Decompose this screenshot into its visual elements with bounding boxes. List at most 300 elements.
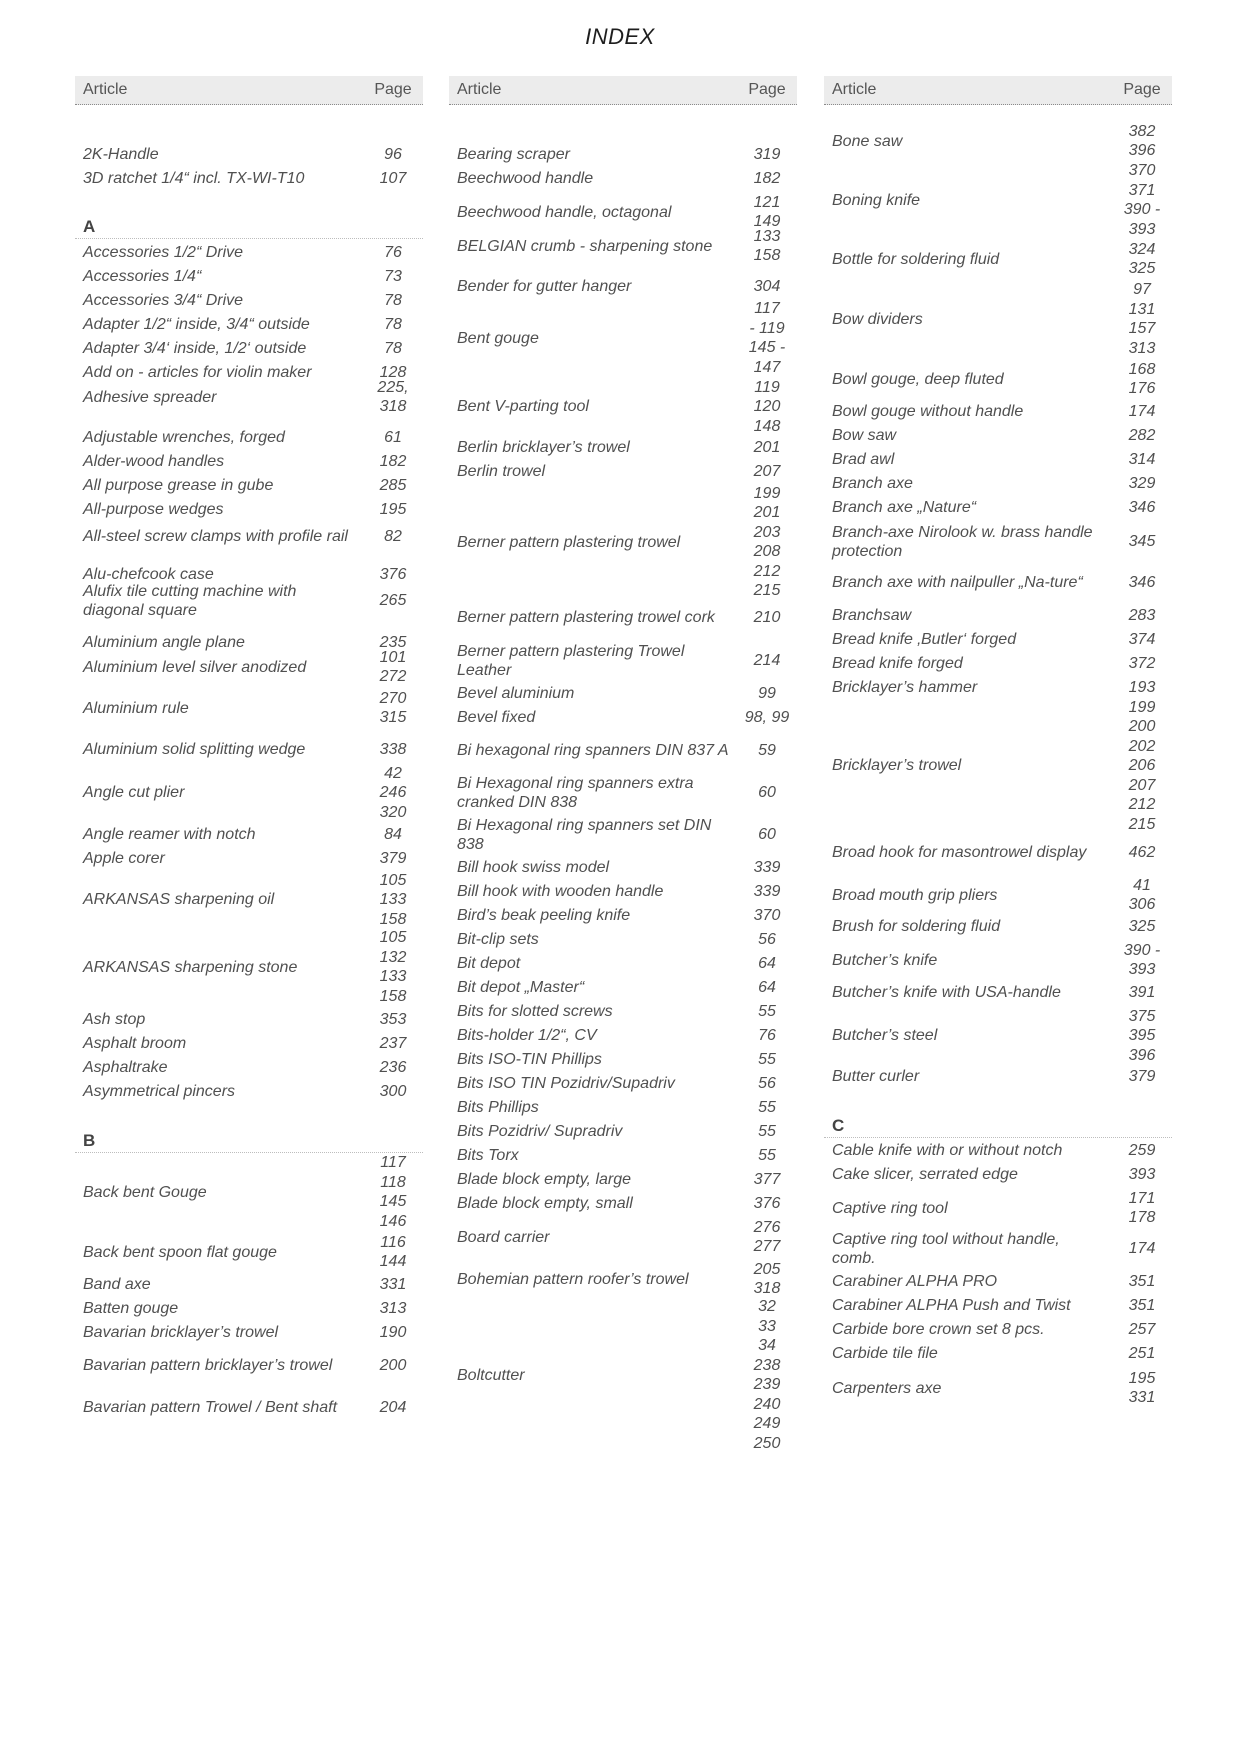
entry-page: 78 bbox=[384, 340, 402, 357]
entry-article: Accessories 1/4“ bbox=[83, 268, 202, 286]
entry-page: 265 bbox=[379, 592, 407, 610]
entry-article: Apple corer bbox=[83, 850, 165, 868]
entry-article: Berlin bricklayer’s trowel bbox=[457, 439, 630, 457]
entry-article: Berlin trowel bbox=[457, 463, 546, 481]
index-entry bbox=[449, 462, 797, 482]
entry-article: Alufix tile cutting machine with diagonal square bbox=[83, 583, 297, 619]
index-entry bbox=[449, 608, 797, 628]
entry-article: Brush for soldering fluid bbox=[832, 918, 1001, 936]
entry-article: Adapter 1/2“ inside, 3/4“ outside bbox=[83, 316, 310, 334]
index-entry bbox=[449, 930, 797, 950]
entry-page: 190 bbox=[379, 1324, 407, 1341]
index-entry bbox=[449, 882, 797, 902]
entry-page: 101 272 bbox=[379, 648, 407, 685]
entry-page: 346 bbox=[1128, 499, 1156, 516]
index-entry bbox=[75, 582, 423, 620]
entry-article: Bender for gutter hanger bbox=[457, 278, 632, 296]
index-column-1 bbox=[75, 76, 423, 1417]
entry-article: Bone saw bbox=[832, 132, 903, 150]
index-entry bbox=[75, 145, 423, 165]
entry-article: Bill hook with wooden handle bbox=[457, 883, 664, 901]
entry-article: Bavarian bricklayer’s trowel bbox=[83, 1324, 279, 1342]
index-entry bbox=[824, 402, 1172, 422]
index-entry bbox=[824, 1344, 1172, 1364]
index-entry bbox=[75, 476, 423, 496]
entry-page: 98, 99 bbox=[744, 709, 790, 726]
entry-article: Boltcutter bbox=[457, 1366, 525, 1384]
column-header bbox=[824, 76, 1172, 105]
index-entry bbox=[449, 1194, 797, 1214]
index-entry bbox=[75, 267, 423, 287]
entry-page: 285 bbox=[379, 477, 407, 494]
entry-page: 76 bbox=[384, 244, 402, 261]
index-entry bbox=[824, 280, 1172, 358]
header-page: Page bbox=[374, 81, 412, 98]
index-entry bbox=[449, 277, 797, 297]
index-entry bbox=[449, 954, 797, 974]
index-entry bbox=[449, 1026, 797, 1046]
entry-article: Adjustable wrenches, forged bbox=[83, 429, 285, 447]
index-entry bbox=[75, 928, 423, 1006]
entry-article: Bits ISO TIN Pozidriv/Supadriv bbox=[457, 1075, 675, 1093]
index-entry bbox=[75, 169, 423, 189]
index-entry bbox=[449, 1170, 797, 1190]
entry-article: Blade block empty, large bbox=[457, 1171, 632, 1189]
entry-page: 78 bbox=[384, 292, 402, 309]
entry-page: 97 131 157 313 bbox=[1128, 281, 1156, 357]
index-entry bbox=[75, 1034, 423, 1054]
entry-page: 168 176 bbox=[1128, 360, 1156, 397]
entry-article: BELGIAN crumb - sharpening stone bbox=[457, 237, 713, 255]
entry-article: Bi Hexagonal ring spanners set DIN 838 bbox=[457, 817, 712, 853]
entry-page: 64 bbox=[758, 979, 776, 996]
index-entry bbox=[449, 906, 797, 926]
entry-article: Branch-axe Nirolook w. brass handle protection bbox=[832, 524, 1093, 560]
index-entry bbox=[75, 500, 423, 520]
entry-article: Blade block empty, small bbox=[457, 1195, 633, 1213]
entry-page: 60 bbox=[758, 826, 776, 844]
header-article: Article bbox=[457, 81, 502, 98]
index-entry bbox=[824, 983, 1172, 1003]
entry-page: 56 bbox=[758, 1075, 776, 1092]
entry-article: Carabiner ALPHA Push and Twist bbox=[832, 1297, 1071, 1315]
entry-article: 2K-Handle bbox=[83, 146, 159, 164]
index-entry bbox=[824, 450, 1172, 470]
index-entry bbox=[824, 630, 1172, 650]
entry-article: Captive ring tool bbox=[832, 1199, 948, 1217]
entry-page: 379 bbox=[379, 850, 407, 867]
index-entry bbox=[75, 1153, 423, 1231]
index-entry bbox=[824, 240, 1172, 279]
entry-page: 339 bbox=[753, 883, 781, 900]
entry-article: Asphalt broom bbox=[83, 1035, 187, 1053]
entry-article: Butter curler bbox=[832, 1068, 920, 1086]
entry-page: 324 325 bbox=[1128, 240, 1156, 277]
index-entry bbox=[75, 1233, 423, 1272]
index-entry bbox=[824, 1141, 1172, 1161]
index-column-2 bbox=[449, 76, 797, 1452]
entry-article: Bricklayer’s hammer bbox=[832, 679, 978, 697]
entry-page: 283 bbox=[1128, 607, 1156, 624]
entry-page: 59 bbox=[758, 742, 776, 759]
entry-article: Bow saw bbox=[832, 427, 897, 445]
index-entry bbox=[824, 678, 1172, 698]
index-entry bbox=[449, 1122, 797, 1142]
index-entry bbox=[824, 426, 1172, 446]
entry-article: Butcher’s knife bbox=[832, 951, 938, 969]
index-entry bbox=[75, 740, 423, 760]
index-entry bbox=[449, 1146, 797, 1166]
entry-article: Bits for slotted screws bbox=[457, 1003, 613, 1021]
index-entry bbox=[449, 708, 797, 728]
entry-page: 195 331 bbox=[1128, 1369, 1156, 1406]
entry-article: Angle cut plier bbox=[83, 784, 185, 802]
index-entry bbox=[824, 573, 1172, 593]
entry-article: Cake slicer, serrated edge bbox=[832, 1166, 1018, 1184]
entry-page: 119 120 148 bbox=[753, 378, 781, 435]
entry-page: 393 bbox=[1128, 1166, 1156, 1183]
entry-page: 205 318 bbox=[753, 1260, 781, 1297]
entry-page: 133 158 bbox=[753, 227, 781, 264]
entry-article: Bowl gouge, deep fluted bbox=[832, 370, 1004, 388]
index-entry bbox=[75, 871, 423, 930]
header-article: Article bbox=[83, 81, 128, 98]
entry-page: 338 bbox=[379, 741, 407, 758]
entry-page: 195 bbox=[379, 501, 407, 518]
entry-page: 351 bbox=[1128, 1297, 1156, 1314]
entry-page: 237 bbox=[379, 1035, 407, 1052]
entry-article: Add on - articles for violin maker bbox=[83, 364, 312, 382]
entry-page: 462 bbox=[1128, 844, 1156, 861]
entry-page: 346 bbox=[1128, 574, 1156, 591]
entry-article: Asphaltrake bbox=[83, 1059, 168, 1077]
index-entry bbox=[824, 498, 1172, 518]
entry-page: 55 bbox=[758, 1123, 776, 1140]
entry-article: Bavarian pattern bricklayer’s trowel bbox=[83, 1357, 333, 1375]
entry-page: 376 bbox=[379, 566, 407, 583]
entry-article: Butcher’s knife with USA-handle bbox=[832, 984, 1061, 1002]
entry-page: 116 144 bbox=[379, 1233, 407, 1270]
entry-article: Bevel fixed bbox=[457, 709, 536, 727]
entry-article: Angle reamer with notch bbox=[83, 826, 256, 844]
entry-article: Broad mouth grip pliers bbox=[832, 886, 998, 904]
entry-page: 304 bbox=[753, 278, 781, 295]
entry-article: Board carrier bbox=[457, 1228, 550, 1246]
entry-article: Carabiner ALPHA PRO bbox=[832, 1273, 998, 1291]
entry-article: Broad hook for masontrowel display bbox=[832, 844, 1087, 862]
entry-page: 55 bbox=[758, 1051, 776, 1068]
entry-article: Branch axe „Nature“ bbox=[832, 499, 977, 517]
index-entry bbox=[824, 917, 1172, 937]
index-entry bbox=[824, 1189, 1172, 1228]
index-column-3 bbox=[824, 76, 1172, 1406]
index-entry bbox=[75, 689, 423, 728]
header-article: Article bbox=[832, 81, 877, 98]
entry-article: Bread knife ‚Butler‘ forged bbox=[832, 631, 1017, 649]
entry-page: 64 bbox=[758, 955, 776, 972]
index-entry bbox=[75, 849, 423, 869]
entry-article: Branch axe bbox=[832, 475, 913, 493]
entry-page: 370 bbox=[753, 907, 781, 924]
index-entry bbox=[449, 227, 797, 266]
entry-page: 42 246 320 bbox=[379, 764, 407, 821]
section-letter: B bbox=[75, 1129, 423, 1153]
index-entry bbox=[75, 1299, 423, 1319]
index-entry bbox=[824, 1067, 1172, 1087]
entry-article: Bits-holder 1/2“, CV bbox=[457, 1027, 597, 1045]
entry-article: Bricklayer’s trowel bbox=[832, 757, 962, 775]
entry-page: 99 bbox=[758, 685, 776, 702]
entry-page: 84 bbox=[384, 826, 402, 843]
page-title: INDEX bbox=[585, 24, 655, 49]
entry-page: 375 395 396 bbox=[1128, 1007, 1156, 1064]
entry-page: 207 bbox=[753, 463, 781, 480]
entry-article: Cable knife with or without notch bbox=[832, 1142, 1063, 1160]
entry-article: ARKANSAS sharpening oil bbox=[83, 891, 275, 909]
index-entry bbox=[824, 654, 1172, 674]
index-entry bbox=[449, 145, 797, 165]
index-entry bbox=[75, 1356, 423, 1376]
entry-article: Berner pattern plastering trowel bbox=[457, 533, 681, 551]
entry-page: 329 bbox=[1128, 475, 1156, 492]
entry-article: Berner pattern plastering Trowel Leather bbox=[457, 643, 685, 679]
index-entry bbox=[75, 764, 423, 823]
entry-page: 370 371 390 - 393 bbox=[1123, 162, 1161, 238]
entry-article: Bread knife forged bbox=[832, 655, 963, 673]
index-entry bbox=[449, 299, 797, 377]
index-entry bbox=[824, 523, 1172, 561]
index-entry bbox=[75, 1275, 423, 1295]
entry-article: Carbide bore crown set 8 pcs. bbox=[832, 1321, 1045, 1339]
index-entry bbox=[824, 1296, 1172, 1316]
entry-page: 107 bbox=[379, 170, 407, 187]
index-entry bbox=[824, 360, 1172, 399]
entry-article: Carbide tile file bbox=[832, 1345, 938, 1363]
index-entry bbox=[824, 698, 1172, 835]
index-entry bbox=[449, 1074, 797, 1094]
index-entry bbox=[824, 1007, 1172, 1066]
entry-article: Bevel aluminium bbox=[457, 685, 575, 703]
index-entry bbox=[449, 858, 797, 878]
index-entry bbox=[824, 1369, 1172, 1408]
entry-page: 372 bbox=[1128, 655, 1156, 672]
index-entry bbox=[75, 1323, 423, 1343]
entry-page: 73 bbox=[384, 268, 402, 285]
index-entry bbox=[824, 843, 1172, 863]
entry-page: 78 bbox=[384, 316, 402, 333]
entry-page: 391 bbox=[1128, 984, 1156, 1001]
entry-page: 313 bbox=[379, 1300, 407, 1317]
column-header bbox=[75, 76, 423, 105]
entry-article: Asymmetrical pincers bbox=[83, 1083, 236, 1101]
entry-page: 193 bbox=[1128, 679, 1156, 696]
index-entry bbox=[824, 1165, 1172, 1185]
entry-page: 257 bbox=[1128, 1321, 1156, 1338]
entry-page: 300 bbox=[379, 1083, 407, 1100]
entry-page: 82 bbox=[384, 528, 402, 545]
entry-article: Alu-chefcook case bbox=[83, 566, 214, 584]
entry-article: Bavarian pattern Trowel / Bent shaft bbox=[83, 1399, 338, 1417]
entry-page: 41 306 bbox=[1128, 876, 1156, 913]
index-entry bbox=[75, 1010, 423, 1030]
entry-page: 390 - 393 bbox=[1123, 941, 1161, 978]
index-entry bbox=[449, 169, 797, 189]
index-entry bbox=[824, 941, 1172, 980]
index-entry bbox=[75, 339, 423, 359]
entry-article: All purpose grease in gube bbox=[83, 477, 274, 495]
entry-article: Carpenters axe bbox=[832, 1379, 942, 1397]
entry-article: Bits Torx bbox=[457, 1147, 519, 1165]
entry-article: Adhesive spreader bbox=[83, 388, 217, 406]
entry-article: ARKANSAS sharpening stone bbox=[83, 958, 298, 976]
entry-page: 345 bbox=[1128, 533, 1156, 551]
entry-article: Captive ring tool without handle, comb. bbox=[832, 1231, 1060, 1267]
entry-page: 314 bbox=[1128, 451, 1156, 468]
entry-page: 382 396 bbox=[1128, 122, 1156, 159]
entry-page: 225, 318 bbox=[377, 378, 409, 415]
entry-page: 56 bbox=[758, 931, 776, 948]
entry-article: Bohemian pattern roofer’s trowel bbox=[457, 1270, 689, 1288]
index-entry bbox=[75, 1398, 423, 1418]
entry-article: Back bent Gouge bbox=[83, 1183, 207, 1201]
index-entry bbox=[824, 876, 1172, 915]
index-entry bbox=[75, 1058, 423, 1078]
entry-article: Bent V-parting tool bbox=[457, 398, 589, 416]
index-entry bbox=[75, 527, 423, 547]
index-entry bbox=[449, 1218, 797, 1257]
entry-page: 128 bbox=[379, 364, 407, 381]
index-entry bbox=[449, 642, 797, 680]
entry-page: 319 bbox=[753, 146, 781, 163]
entry-article: Butcher’s steel bbox=[832, 1027, 938, 1045]
entry-page: 121 149 bbox=[753, 193, 781, 230]
entry-page: 374 bbox=[1128, 631, 1156, 648]
header-page: Page bbox=[1123, 81, 1161, 98]
index-entry bbox=[449, 1002, 797, 1022]
entry-page: 276 277 bbox=[753, 1218, 781, 1255]
entry-page: 174 bbox=[1128, 1240, 1156, 1258]
entry-article: Bearing scraper bbox=[457, 146, 570, 164]
entry-article: Brad awl bbox=[832, 451, 895, 469]
entry-page: 60 bbox=[758, 784, 776, 802]
entry-article: Bent gouge bbox=[457, 329, 539, 347]
entry-article: Branchsaw bbox=[832, 607, 912, 625]
entry-page: 377 bbox=[753, 1171, 781, 1188]
entry-page: 199 200 202 206 207 212 215 bbox=[1128, 698, 1156, 833]
index-entry bbox=[449, 1050, 797, 1070]
index-entry bbox=[824, 474, 1172, 494]
entry-page: 204 bbox=[379, 1399, 407, 1416]
entry-article: Branch axe with nailpuller „Na-ture“ bbox=[832, 574, 1083, 592]
entry-page: 32 33 34 238 239 240 249 250 bbox=[753, 1298, 781, 1452]
entry-page: 379 bbox=[1128, 1068, 1156, 1085]
section-letter: C bbox=[824, 1114, 1172, 1138]
entry-article: Bit depot „Master“ bbox=[457, 979, 585, 997]
entry-page: 182 bbox=[753, 170, 781, 187]
section-letter: A bbox=[75, 215, 423, 239]
entry-page: 331 bbox=[379, 1276, 407, 1293]
index-entry bbox=[824, 161, 1172, 239]
entry-article: Accessories 3/4“ Drive bbox=[83, 292, 244, 310]
entry-article: Bottle for soldering fluid bbox=[832, 250, 1000, 268]
entry-article: Bird’s beak peeling knife bbox=[457, 907, 631, 925]
index-entry bbox=[75, 1082, 423, 1102]
index-entry bbox=[75, 315, 423, 335]
index-entry bbox=[449, 1297, 797, 1453]
index-entry bbox=[824, 1272, 1172, 1292]
entry-article: Boning knife bbox=[832, 191, 921, 209]
entry-page: 201 bbox=[753, 439, 781, 456]
entry-page: 55 bbox=[758, 1003, 776, 1020]
entry-page: 236 bbox=[379, 1059, 407, 1076]
entry-page: 270 315 bbox=[379, 689, 407, 726]
entry-page: 351 bbox=[1128, 1273, 1156, 1290]
entry-page: 353 bbox=[379, 1011, 407, 1028]
entry-page: 199 201 203 208 212 215 bbox=[753, 484, 781, 599]
entry-article: All-purpose wedges bbox=[83, 501, 224, 519]
entry-article: Bits Pozidriv/ Supradriv bbox=[457, 1123, 623, 1141]
entry-article: Bi hexagonal ring spanners DIN 837 A bbox=[457, 742, 729, 760]
entry-page: 339 bbox=[753, 859, 781, 876]
entry-page: 171 178 bbox=[1128, 1189, 1156, 1226]
index-entry bbox=[75, 452, 423, 472]
index-entry bbox=[449, 484, 797, 601]
entry-article: Aluminium angle plane bbox=[83, 634, 245, 652]
entry-article: Aluminium rule bbox=[83, 699, 189, 717]
index-entry bbox=[449, 684, 797, 704]
entry-page: 182 bbox=[379, 453, 407, 470]
index-entry bbox=[449, 378, 797, 437]
index-entry bbox=[449, 1098, 797, 1118]
entry-page: 55 bbox=[758, 1099, 776, 1116]
entry-article: Berner pattern plastering trowel cork bbox=[457, 609, 715, 627]
entry-article: Band axe bbox=[83, 1276, 151, 1294]
entry-page: 325 bbox=[1128, 918, 1156, 935]
entry-article: Bow dividers bbox=[832, 310, 923, 328]
entry-article: Bit-clip sets bbox=[457, 931, 539, 949]
entry-page: 96 bbox=[384, 146, 402, 163]
index-entry bbox=[824, 606, 1172, 626]
entry-article: Accessories 1/2“ Drive bbox=[83, 244, 244, 262]
entry-page: 61 bbox=[384, 429, 402, 446]
header-page: Page bbox=[748, 81, 786, 98]
entry-page: 55 bbox=[758, 1147, 776, 1164]
entry-page: 200 bbox=[379, 1357, 407, 1374]
index-entry bbox=[449, 1260, 797, 1299]
entry-article: Beechwood handle bbox=[457, 170, 594, 188]
index-entry bbox=[75, 648, 423, 687]
entry-page: 251 bbox=[1128, 1345, 1156, 1362]
entry-article: Batten gouge bbox=[83, 1300, 179, 1318]
entry-article: Bi Hexagonal ring spanners extra cranked DIN 838 bbox=[457, 775, 694, 811]
entry-article: Adapter 3/4‘ inside, 1/2‘ outside bbox=[83, 340, 307, 358]
entry-page: 214 bbox=[753, 652, 781, 670]
entry-article: Bill hook swiss model bbox=[457, 859, 610, 877]
index-entry bbox=[449, 816, 797, 854]
entry-page: 117 118 145 146 bbox=[379, 1154, 407, 1230]
index-entry bbox=[449, 774, 797, 812]
entry-page: 235 bbox=[379, 634, 407, 651]
entry-page: 105 132 133 158 bbox=[379, 929, 407, 1005]
index-entry bbox=[75, 291, 423, 311]
entry-article: Aluminium solid splitting wedge bbox=[83, 741, 306, 759]
entry-article: Ash stop bbox=[83, 1011, 146, 1029]
entry-article: Bits ISO-TIN Phillips bbox=[457, 1051, 602, 1069]
column-header bbox=[449, 76, 797, 105]
entry-article: 3D ratchet 1/4“ incl. TX-WI-T10 bbox=[83, 170, 305, 188]
entry-page: 105 133 158 bbox=[379, 871, 407, 928]
entry-page: 282 bbox=[1128, 427, 1156, 444]
